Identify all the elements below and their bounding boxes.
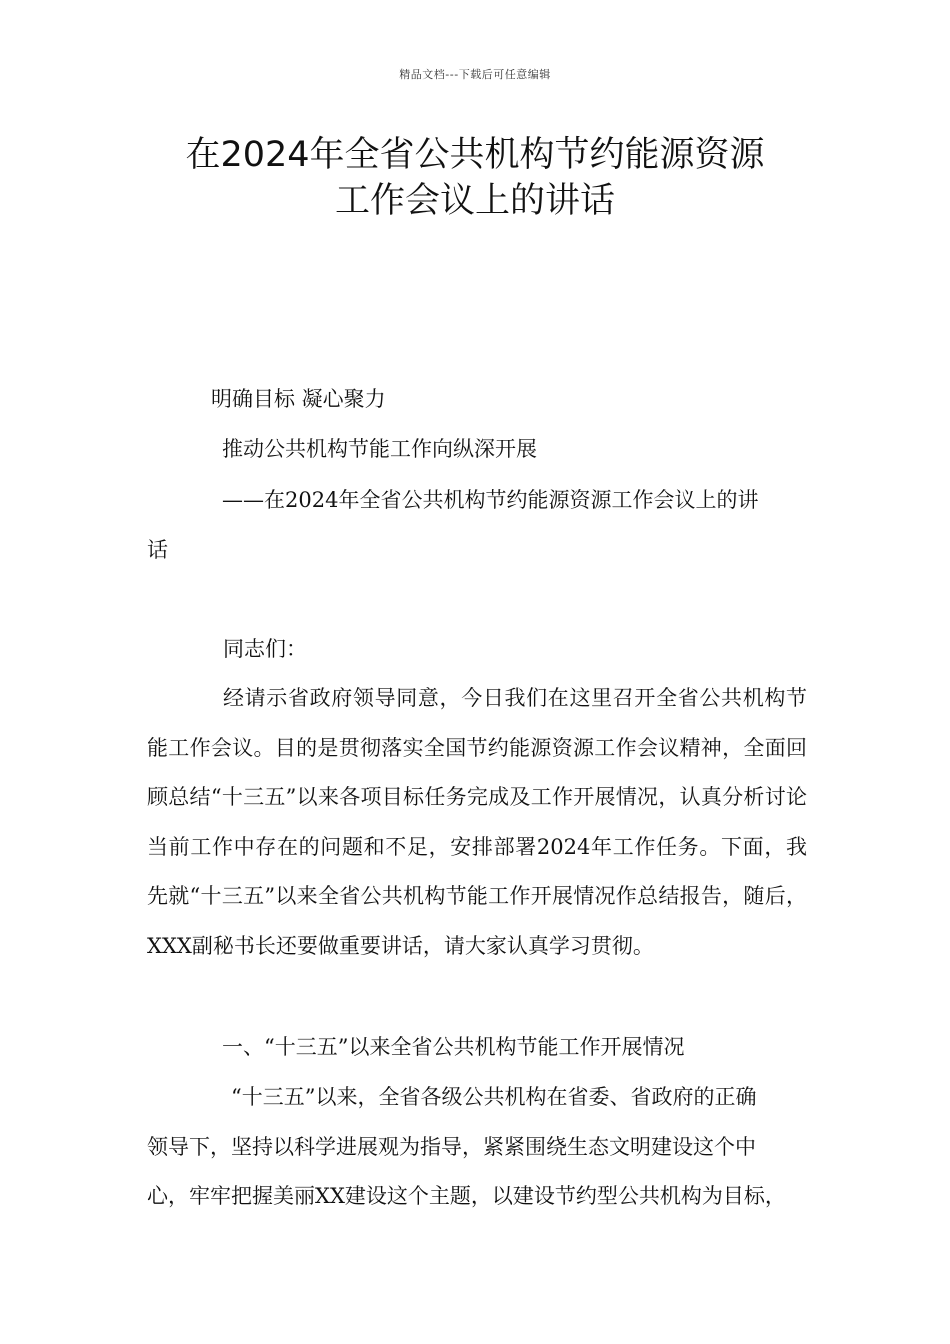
document-title (120, 132, 830, 224)
subtitle-line-3: ——在2024年全省公共机构节约能源资源工作会议上的讲 (222, 488, 759, 512)
subtitle-line-1: 明确目标 凝心聚力 (211, 387, 386, 411)
subtitle-line-2: 推动公共机构节能工作向纵深开展 (222, 437, 537, 461)
section-paragraph-line-3: 心，牢牢把握美丽XX建设这个主题，以建设节约型公共机构为目标， (147, 1184, 786, 1208)
salutation: 同志们： (223, 637, 307, 661)
header-note: 精品文档---下载后可任意编辑 (399, 68, 551, 81)
section-paragraph-line-1: “十三五”以来，全省各级公共机构在省委、省政府的正确 (231, 1085, 757, 1109)
section-paragraph-line-2: 领导下，坚持以科学进展观为指导，紧紧围绕生态文明建设这个中 (147, 1135, 756, 1159)
title-line-1: 在2024年全省公共机构节约能源资源 (185, 135, 765, 175)
section-heading: 一、“十三五”以来全省公共机构节能工作开展情况 (222, 1035, 685, 1059)
opening-paragraph: 经请示省政府领导同意，今日我们在这里召开全省公共机构节能工作会议。目的是贯彻落实全国节约能源资源工作会议精神，全面回顾总结“十三五”以来各项目标任务完成及工作开展情况，认真分析讨论当前工作中存在的问题和不足，安排部署2024年工作任务。下面，我先就“十三五”以来全省公共机构节能工作开展情况作总结报告，随后，XXX副秘书长还要做重要讲话，请大家认真学习贯彻。 (147, 686, 807, 958)
subtitle-line-3-continuation: 话 (147, 538, 168, 562)
title-line-2: 工作会议上的讲话 (334, 181, 615, 221)
